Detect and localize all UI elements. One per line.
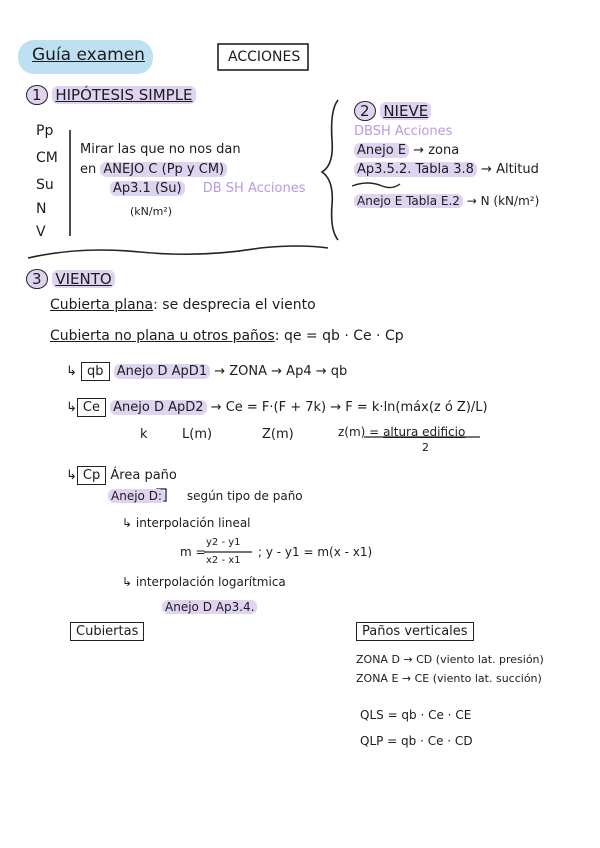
s3-m-num: y2 - y1 xyxy=(206,537,241,548)
page-title: Guía examen xyxy=(32,45,145,65)
s1-line1: Mirar las que no nos dan xyxy=(80,142,241,157)
section1-title: HIPÓTESIS SIMPLE xyxy=(52,86,195,104)
s2-anejo-e-hl: Anejo E xyxy=(354,143,409,158)
s2-anejo-e: Anejo E → zona xyxy=(354,144,459,157)
s3-cubiertas xyxy=(70,625,144,638)
symbol-su: Su xyxy=(36,177,54,193)
s3-L: L(m) xyxy=(182,427,213,442)
s3-ap34-hl: Anejo D Ap3.4. xyxy=(162,600,257,614)
s2-zona: zona xyxy=(428,143,460,158)
s3-z-eq-label: z(m) = xyxy=(338,425,380,439)
section2-heading xyxy=(354,104,431,119)
s3-interp-lineal-text: interpolación lineal xyxy=(135,516,251,530)
s1-line3 xyxy=(110,182,306,195)
s3-qb-row: ↳ qb Anejo D ApD1 → ZONA → Ap4 → qb xyxy=(66,364,348,379)
s3-m-rest: ; y - y1 = m(x - x1) xyxy=(258,545,373,559)
section1-heading xyxy=(26,88,196,103)
s3-interp-lineal: ↳ interpolación lineal xyxy=(122,516,251,530)
s3-qls: QLS = qb · Ce · CE xyxy=(360,708,472,722)
s3-qb-box: qb xyxy=(81,362,110,381)
subject-label: ACCIONES xyxy=(228,49,301,65)
section2-title: NIEVE xyxy=(380,102,431,120)
s3-z-eq xyxy=(338,426,465,438)
s3-segun: según tipo de paño xyxy=(186,489,303,503)
brace xyxy=(322,100,338,240)
s3-k: k xyxy=(140,427,148,442)
s3-qb-hl: Anejo D ApD1 xyxy=(114,364,210,379)
s3-cub-no-plana xyxy=(50,329,404,343)
s3-cp-row: ↳ Cp Área paño xyxy=(66,468,177,483)
s2-altitud: Altitud xyxy=(496,162,539,177)
s1-line3-hl: Ap3.1 (Su) xyxy=(110,181,185,196)
s1-line2-hl: ANEJO C (Pp y CM) xyxy=(100,162,227,177)
s3-panos-box: Paños verticales xyxy=(356,622,474,641)
nieve-squiggle xyxy=(352,183,400,188)
s3-interp-log-text: interpolación logarítmica xyxy=(135,575,286,589)
s2-ref: DBSH Acciones xyxy=(354,124,453,139)
section3-number: 3 xyxy=(26,269,48,289)
s3-cp-box: Cp xyxy=(77,466,106,485)
s3-m-den: x2 - x1 xyxy=(206,555,241,566)
s3-formula: : qe = qb · Ce · Cp xyxy=(274,328,404,344)
symbol-cm: CM xyxy=(36,150,58,166)
s1-units: (kN/m²) xyxy=(130,205,173,218)
symbol-v: V xyxy=(36,224,46,240)
s3-panos xyxy=(356,625,474,638)
symbol-pp: Pp xyxy=(36,123,54,139)
s3-ce-rest: → Ce = F·(F + 7k) → F = k·ln(máx(z ó Z)/L) xyxy=(210,400,488,415)
s3-cub-plana-label: Cubierta plana xyxy=(50,297,154,313)
s1-line3-ref: DB SH Acciones xyxy=(202,181,306,196)
section3-title: VIENTO xyxy=(52,270,114,288)
s3-cub-no-plana-label: Cubierta no plana u otros paños xyxy=(50,328,275,344)
s2-result: N (kN/m²) xyxy=(480,194,540,208)
s3-altura: altura edificio xyxy=(383,425,466,439)
s3-area: Área paño xyxy=(110,468,177,483)
s3-ce-box: Ce xyxy=(77,398,106,417)
s3-m-eq: m = xyxy=(180,545,206,559)
s2-tabla-hl: Anejo E Tabla E.2 xyxy=(354,194,463,208)
s3-qlp: QLP = qb · Ce · CD xyxy=(360,734,473,748)
s2-ap: Ap3.5.2. Tabla 3.8 → Altitud xyxy=(354,163,539,176)
section2-number: 2 xyxy=(354,101,376,121)
s3-anejo-d-hl: Anejo D: xyxy=(108,489,165,503)
s3-cub-plana xyxy=(50,298,316,312)
s3-zona-d: ZONA D → CD (viento lat. presión) xyxy=(356,653,544,666)
s3-Z: Z(m) xyxy=(262,427,294,442)
s3-qb-rest: → ZONA → Ap4 → qb xyxy=(214,364,348,379)
s3-two: 2 xyxy=(422,441,429,454)
s1-line2 xyxy=(80,163,227,176)
s3-ce-hl: Anejo D ApD2 xyxy=(110,400,206,415)
s3-cubiertas-box: Cubiertas xyxy=(70,622,144,641)
s2-ap-hl: Ap3.5.2. Tabla 3.8 xyxy=(354,162,477,177)
s2-tabla: Anejo E Tabla E.2 → N (kN/m²) xyxy=(354,195,539,207)
s3-anejo-d-row xyxy=(108,490,303,502)
s3-interp-log: ↳ interpolación logarítmica xyxy=(122,575,286,589)
symbol-n: N xyxy=(36,201,47,217)
s3-cub-plana-text: : se desprecia el viento xyxy=(153,297,316,313)
section1-number: 1 xyxy=(26,85,48,105)
s1-line2-prefix: en xyxy=(80,162,97,177)
wavy-divider xyxy=(28,246,328,258)
s3-ce-row: ↳ Ce Anejo D ApD2 → Ce = F·(F + 7k) → F = k·ln(máx(z ó Z)/L) xyxy=(66,400,488,415)
s3-ap34 xyxy=(162,601,257,613)
section3-heading xyxy=(26,272,115,287)
s3-zona-e: ZONA E → CE (viento lat. succión) xyxy=(356,672,542,685)
